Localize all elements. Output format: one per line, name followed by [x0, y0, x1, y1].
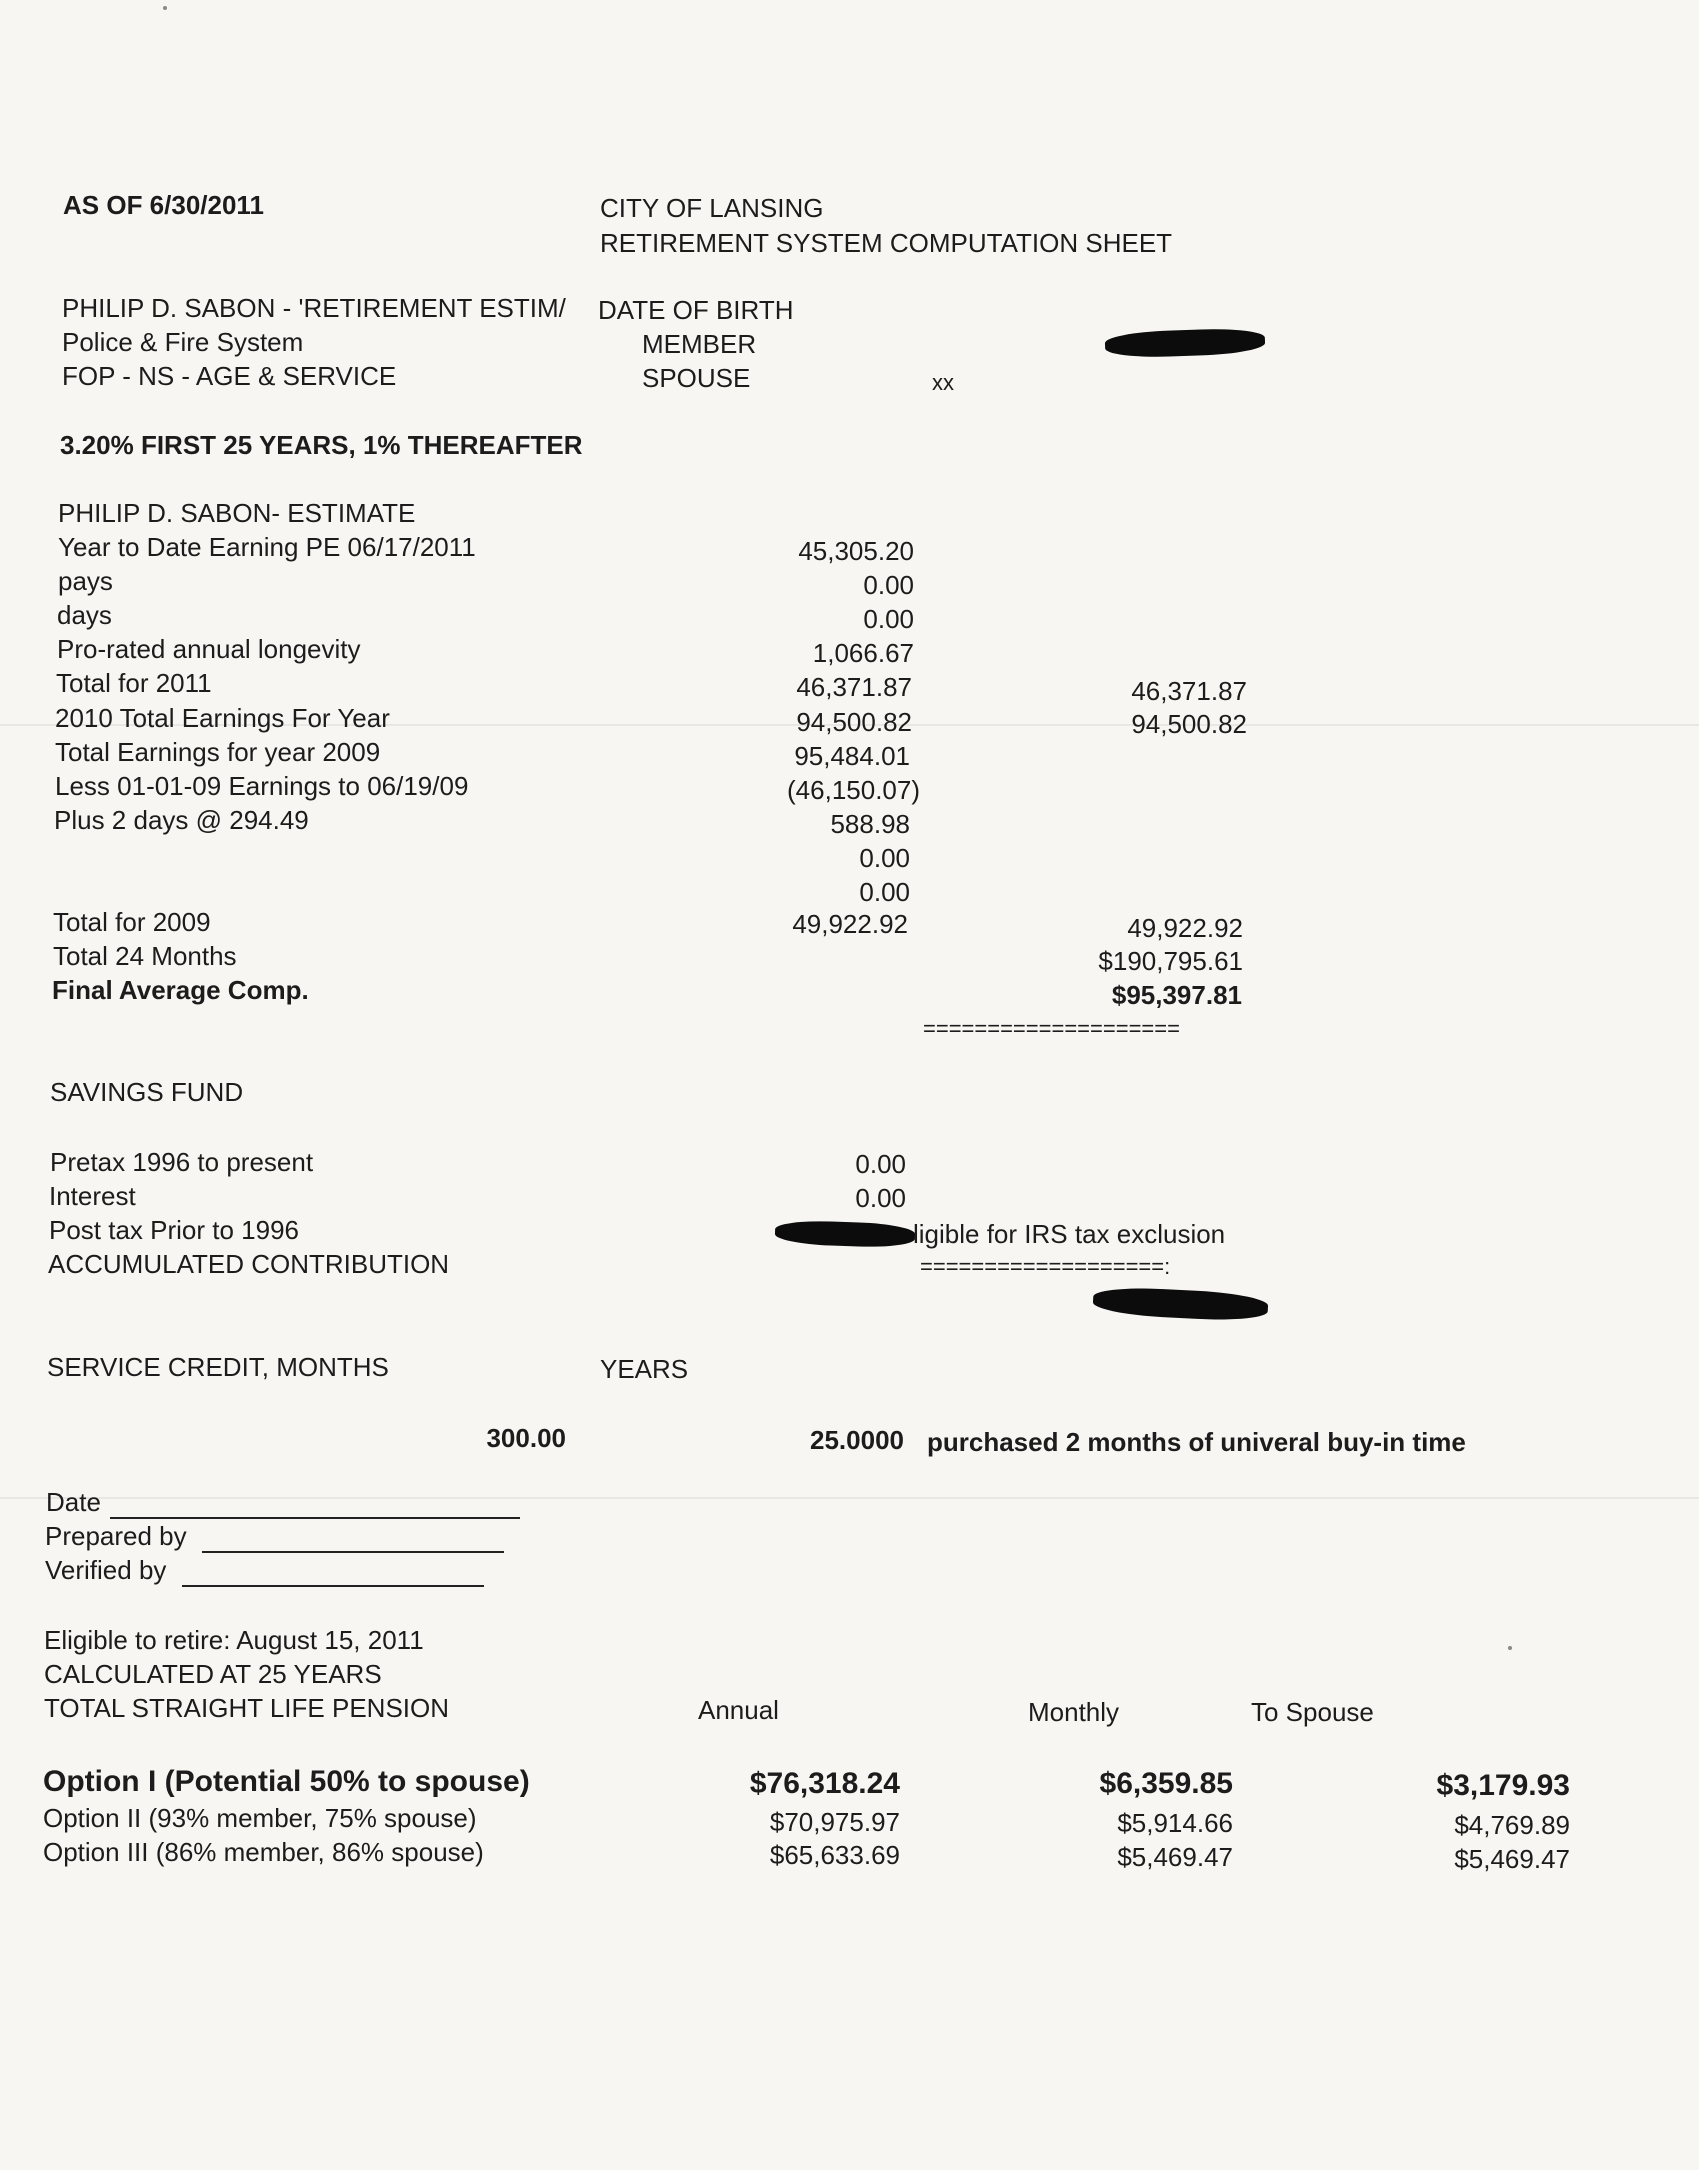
city-name: CITY OF LANSING	[600, 193, 824, 223]
savings-fund-heading: SAVINGS FUND	[50, 1077, 244, 1107]
estimate-row-total: 46,371.87	[1131, 676, 1247, 706]
spouse-label: SPOUSE	[642, 363, 751, 393]
estimate-row-value: 95,484.01	[794, 741, 910, 771]
double-rule: ====================	[923, 1016, 1180, 1041]
interest-value: 0.00	[855, 1183, 906, 1213]
annual-column-header: Annual	[698, 1695, 779, 1725]
option-annual: $70,975.97	[769, 1807, 900, 1837]
estimate-row-label: days	[57, 600, 112, 630]
estimate-row-label: Year to Date Earning PE 06/17/2011	[58, 532, 476, 562]
pretax-value: 0.00	[855, 1149, 906, 1179]
paper-fold	[0, 1497, 1699, 1499]
double-rule: ===================:	[920, 1254, 1171, 1279]
service-years-value: 25.0000	[810, 1425, 904, 1455]
member-name-line: PHILIP D. SABON - 'RETIREMENT ESTIM/	[62, 293, 566, 323]
sheet-title: RETIREMENT SYSTEM COMPUTATION SHEET	[600, 228, 1173, 258]
estimate-row-label: Total for 2011	[56, 668, 212, 698]
total-2009-label: Total for 2009	[53, 907, 211, 937]
estimate-row-value: 0.00	[863, 570, 914, 600]
member-label: MEMBER	[642, 329, 757, 359]
estimate-row-value: 46,371.87	[796, 672, 912, 702]
date-line	[110, 1517, 520, 1519]
spouse-value: xx	[932, 370, 954, 395]
option-label: Option II (93% member, 75% spouse)	[43, 1803, 477, 1833]
final-average-comp-label: Final Average Comp.	[52, 975, 309, 1005]
posttax-label: Post tax Prior to 1996	[49, 1215, 300, 1245]
estimate-row-label: 2010 Total Earnings For Year	[55, 703, 390, 733]
option-label: Option III (86% member, 86% spouse)	[43, 1837, 484, 1867]
service-credit-label: SERVICE CREDIT, MONTHS	[47, 1352, 389, 1382]
estimate-row-total: 94,500.82	[1131, 709, 1247, 739]
option-annual: $76,318.24	[749, 1767, 900, 1800]
option-spouse: $4,769.89	[1454, 1810, 1570, 1840]
total-2009-value: 49,922.92	[792, 909, 908, 939]
option-monthly: $6,359.85	[1099, 1767, 1233, 1800]
option-spouse: $3,179.93	[1436, 1769, 1570, 1802]
redaction-mark	[1105, 327, 1266, 359]
verified-by-label: Verified by	[45, 1555, 167, 1585]
accumulated-contribution-label: ACCUMULATED CONTRIBUTION	[48, 1249, 450, 1279]
total-24-months-value: $190,795.61	[1098, 946, 1243, 976]
estimate-row-value: 94,500.82	[796, 707, 912, 737]
total-2009-total: 49,922.92	[1127, 913, 1243, 943]
prepared-by-line	[202, 1551, 504, 1553]
calculated-at: CALCULATED AT 25 YEARS	[44, 1659, 382, 1689]
estimate-row-label: Plus 2 days @ 294.49	[54, 805, 309, 835]
benefit-formula: 3.20% FIRST 25 YEARS, 1% THEREAFTER	[60, 430, 583, 460]
dob-label: DATE OF BIRTH	[598, 295, 794, 325]
interest-label: Interest	[49, 1181, 136, 1211]
estimate-row-label: Less 01-01-09 Earnings to 06/19/09	[55, 771, 469, 801]
estimate-row-label: Total Earnings for year 2009	[55, 737, 381, 767]
irs-exclusion-note: ligible for IRS tax exclusion	[913, 1219, 1226, 1249]
service-months-value: 300.00	[486, 1423, 566, 1453]
system-name: Police & Fire System	[62, 327, 304, 357]
estimate-row-value: 0.00	[863, 604, 914, 634]
plan-name: FOP - NS - AGE & SERVICE	[62, 361, 397, 391]
pretax-label: Pretax 1996 to present	[50, 1147, 314, 1177]
estimate-heading: PHILIP D. SABON- ESTIMATE	[58, 498, 416, 528]
redaction-mark	[775, 1220, 916, 1249]
option-monthly: $5,914.66	[1117, 1808, 1233, 1838]
eligible-to-retire: Eligible to retire: August 15, 2011	[44, 1625, 424, 1655]
years-label: YEARS	[600, 1354, 689, 1384]
estimate-row-value: 45,305.20	[798, 536, 914, 566]
option-annual: $65,633.69	[769, 1840, 900, 1870]
total-24-months-label: Total 24 Months	[53, 941, 237, 971]
estimate-row-label: Pro-rated annual longevity	[57, 634, 361, 664]
option-label: Option I (Potential 50% to spouse)	[43, 1765, 530, 1798]
estimate-row-value: (46,150.07)	[787, 775, 920, 805]
verified-by-line	[182, 1585, 484, 1587]
prepared-by-label: Prepared by	[45, 1521, 187, 1551]
estimate-row-value: 0.00	[859, 877, 910, 907]
estimate-row-label: pays	[58, 566, 113, 596]
buy-in-note: purchased 2 months of univeral buy-in time	[927, 1427, 1466, 1457]
as-of-date: AS OF 6/30/2011	[63, 190, 264, 220]
final-average-comp-value: $95,397.81	[1111, 980, 1242, 1010]
estimate-row-value: 0.00	[859, 843, 910, 873]
monthly-column-header: Monthly	[1028, 1697, 1120, 1727]
date-label: Date	[46, 1487, 101, 1517]
total-straight-life-label: TOTAL STRAIGHT LIFE PENSION	[44, 1693, 450, 1723]
estimate-row-value: 588.98	[830, 809, 910, 839]
option-spouse: $5,469.47	[1454, 1844, 1570, 1874]
paper-speck	[163, 6, 167, 10]
estimate-row-value: 1,066.67	[812, 638, 914, 668]
paper-speck	[1508, 1646, 1512, 1650]
to-spouse-column-header: To Spouse	[1251, 1697, 1374, 1727]
redaction-mark	[1092, 1285, 1268, 1322]
option-monthly: $5,469.47	[1117, 1842, 1233, 1872]
